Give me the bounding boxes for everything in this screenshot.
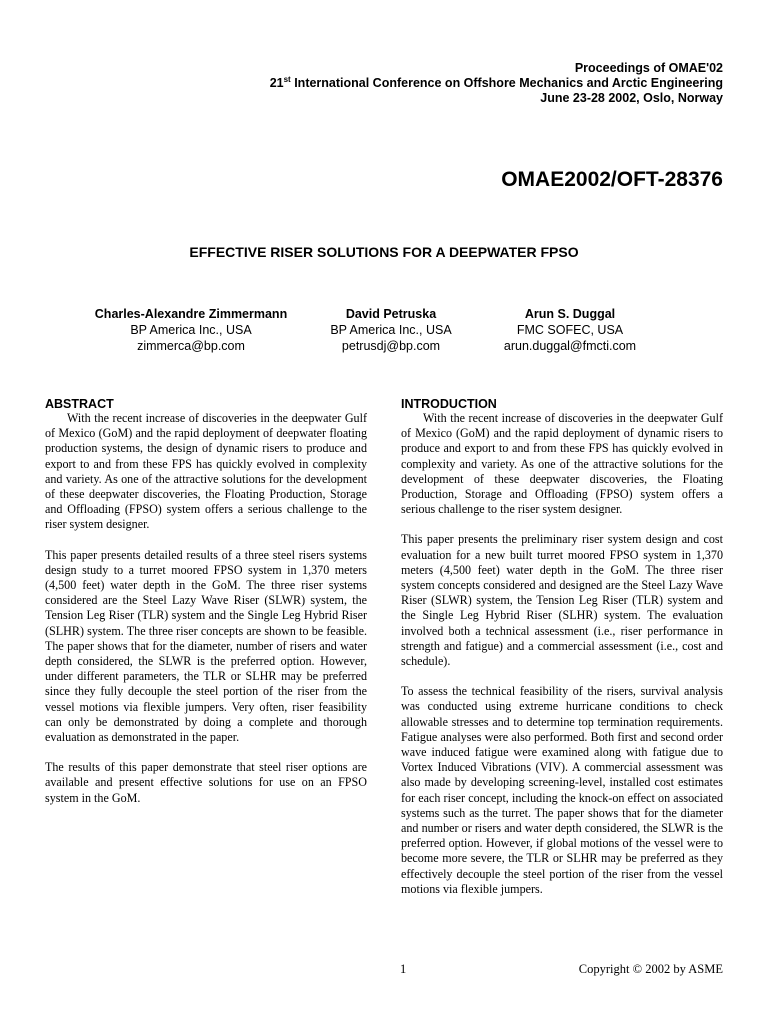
proceedings-header — [163, 61, 723, 106]
author-block-3 — [487, 306, 653, 354]
author-email[interactable]: zimmerca@bp.com — [137, 339, 245, 353]
paper-id: OMAE2002/OFT-28376 — [501, 168, 723, 191]
author-name: Arun S. Duggal — [524, 307, 616, 321]
author-block-2 — [311, 306, 471, 354]
page-number: 1 — [400, 962, 407, 976]
abstract-paragraph-1: With the recent increase of discoveries in the deepwater Gulf of Mexico (GoM) and the rapid deployment of deepwater floating production systems, the design of dynamic risers to produce and export to and from these FPS has quickly evolved in complexity and variety. As one of the attractive solutions for the development of these deepwater discoveries, the Floating Production, Storage and Offloading (FPSO) system offers a serious challenge to the riser system designer. — [45, 411, 367, 532]
author-affiliation: BP America Inc., USA — [330, 323, 452, 337]
conference-name — [163, 76, 723, 91]
author-email[interactable]: arun.duggal@fmcti.com — [503, 339, 637, 353]
author-email[interactable]: petrusdj@bp.com — [341, 339, 441, 353]
introduction-paragraph-3: To assess the technical feasibility of the risers, survival analysis was conducted using extreme hurricane conditions to check allowable stresses and to determine top termination requirements. Fatigue analyses were also performed. Both first and second order wave induced fatigue were examined along with fatigue due to Vortex Induced Vibrations (VIV). A commercial assessment was also made by developing screening-level, installed cost estimates for each riser concept, including the knock-on effect on associated systems such as the turret. The paper shows that for the diameter and number or risers and water depth considered, the SLWR is the preferred option. However, if global motions of the vessel were to become more severe, the TLR or SLHR may be preferred as they effectively decouple the steel portion of the riser from the vessel motions via flexible jumpers. — [401, 684, 723, 896]
author-block-1 — [71, 306, 311, 354]
author-affiliation: BP America Inc., USA — [130, 323, 252, 337]
introduction-heading: INTRODUCTION — [401, 397, 497, 411]
abstract-heading: ABSTRACT — [45, 397, 114, 411]
abstract-paragraph-3: The results of this paper demonstrate that steel riser options are available and present effective solutions for use on an FPSO system in the GoM. — [45, 760, 367, 805]
copyright-notice: Copyright © 2002 by ASME — [578, 962, 723, 976]
abstract-column — [45, 397, 367, 806]
conference-ordinal: 21 — [269, 76, 284, 90]
introduction-paragraph-1: With the recent increase of discoveries in the deepwater Gulf of Mexico (GoM) and the rapid deployment of dynamic risers to produce and export to and from these FPS has quickly evolved in complexity and variety. As one of the attractive solutions for the development of these deepwater discoveries, the Floating Production, Storage and Offloading (FPSO) system offers a serious challenge to the riser system designer. — [401, 411, 723, 517]
paper-title: EFFECTIVE RISER SOLUTIONS FOR A DEEPWATER FPSO — [189, 244, 579, 260]
conference-name-rest: International Conference on Offshore Mechanics and Arctic Engineering — [290, 76, 723, 90]
introduction-column — [401, 397, 723, 897]
abstract-paragraph-2: This paper presents detailed results of a three steel risers systems design study to a turret moored FPSO system in 1,370 meters (4,500 feet) water depth in the GoM. The three riser systems considered are the Steel Lazy Wave Riser (SLWR) system, the Tension Leg Riser (TLR) system and the Single Leg Hybrid Riser (SLHR) system. The three riser concepts are shown to be feasible. The paper shows that for the diameter, number of risers and water depth considered, the SLWR is the preferred option. However, under different parameters, the TLR or SLHR may be preferred since they fully decouple the steel portion of the riser from the vessel motions via flexible jumpers. Very often, riser feasibility can only be demonstrated by doing a complete and thorough evaluation as demonstrated in the paper. — [45, 547, 367, 745]
proceedings-title: Proceedings of OMAE'02 — [574, 61, 723, 75]
conference-date-location: June 23-28 2002, Oslo, Norway — [540, 91, 723, 105]
author-name: Charles-Alexandre Zimmermann — [94, 307, 288, 321]
introduction-paragraph-2: This paper presents the preliminary riser system design and cost evaluation for a new built turret moored FPSO system in 1,370 meters (4,500 feet) water depth in the GoM. The three riser system concepts considered and designed are the Steel Lazy Wave Riser (SLWR) system, the Tension Leg Riser (TLR) system and the Single Leg Hybrid Riser (SLHR) system. The evaluation involved both a technical assessment (i.e., riser performance in strength and fatigue) and a commercial assessment (i.e., cost and schedule). — [401, 532, 723, 669]
author-affiliation: FMC SOFEC, USA — [516, 323, 624, 337]
conference-ordinal-suffix: st — [283, 74, 291, 84]
author-name: David Petruska — [345, 307, 437, 321]
